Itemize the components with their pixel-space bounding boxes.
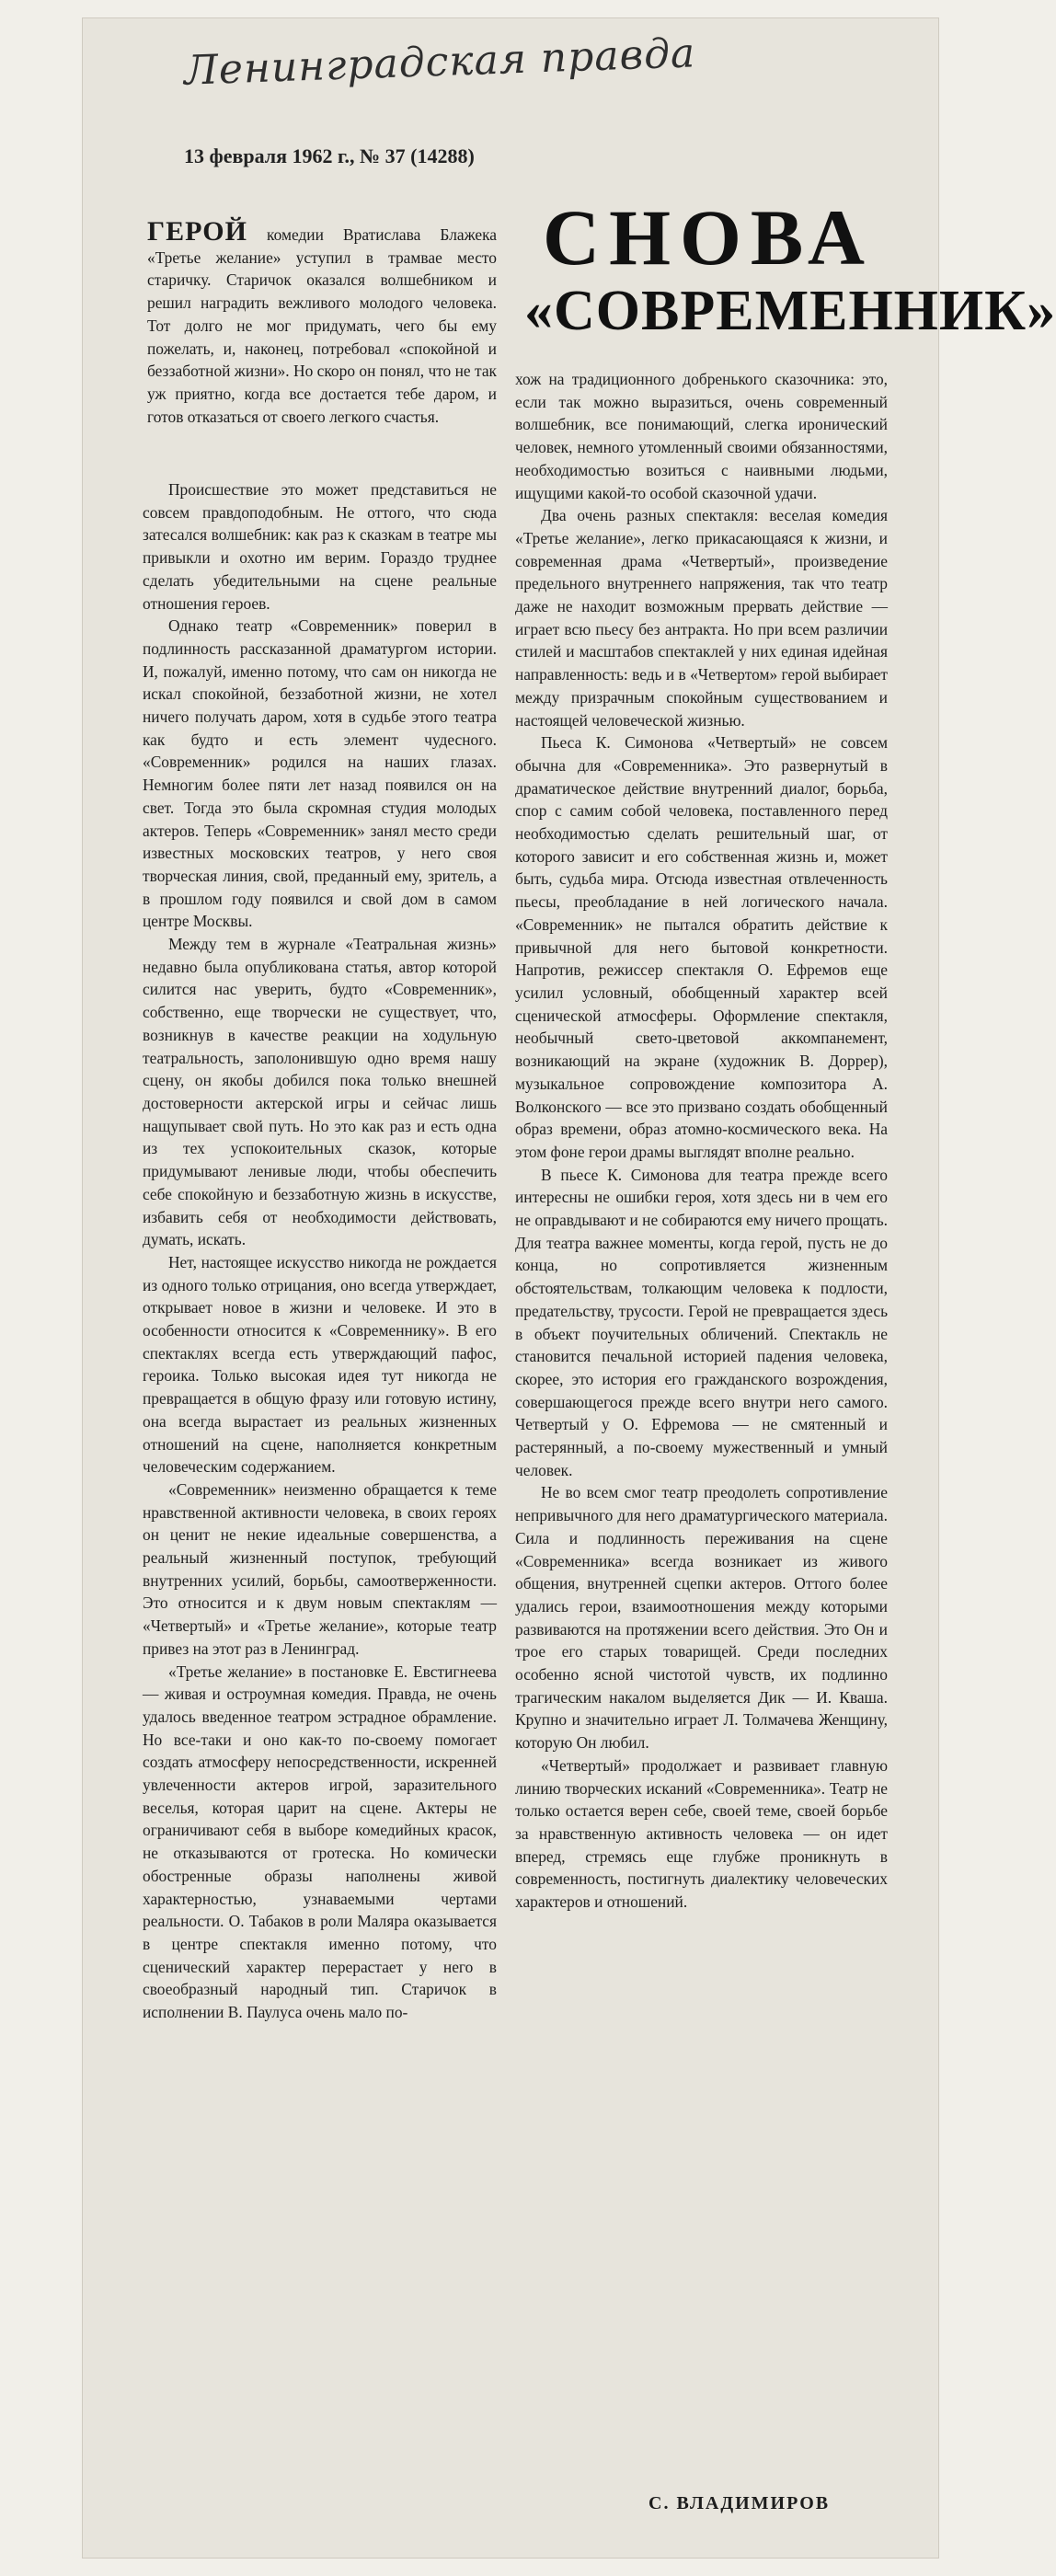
lead-initial-word: ГЕРОЙ: [147, 216, 247, 247]
paragraph: Однако театр «Современник» поверил в подлинность рассказанной драматургом истории. И, пожалуй, именно потому, что сам он никогда не искал спокойной, беззаботной жизни, не хотел ничего получать даром, хотя в судьбе этого театра как будто и есть элемент чудесного. «Современник» родился на наших глазах. Немногим более пяти лет назад появился он на свет. Тогда это была скромная студия молодых актеров. Теперь «Современник» занял место среди известных московских театров, у него своя творческая линия, свой, преданный ему, зритель, а в прошлом году появился и свой дом в самом центре Москвы.: [143, 616, 497, 931]
lead-text: комедии Вратислава Блажека «Третье желание» уступил в трамвае место старичку. Старичок оказался волшебником и решил наградить вежливого молодого человека. Тот долго не мог придумать, чего бы ему пожелать, и, наконец, потребовал «спокойной и беззаботной жизни». Но скоро он понял, что не так уж приятно, когда все достается тебе даром, и готов отказаться от своего легкого счастья.: [147, 225, 497, 426]
article-headline: [524, 193, 1056, 342]
headline-line-1: СНОВА: [543, 193, 874, 282]
paragraph: Нет, настоящее искусство никогда не рождается из одного только отрицания, оно всегда утверждает, открывает новое в жизни и человеке. И это в особенности относится к «Современнику». В его спектаклях всегда есть утверждающий пафос, героика. Только высокая идея тут никогда не превращается в общую фразу или готовую истину, она всегда вырастает из реальных жизненных отношений на сцене, наполняется конкретным человеческим содержанием.: [143, 1252, 497, 1477]
issue-dateline: 13 февраля 1962 г., № 37 (14288): [184, 144, 475, 167]
column-right: [515, 368, 888, 1914]
paragraph: «Современник» неизменно обращается к теме нравственной активности человека, в своих героях он ценит не некие идеальные совершенства, а реальный жизненный поступок, требующий внутренних усилий, борьбы, самоотверженности. Это относится и к двум новым спектаклям — «Четвертый» и «Третье желание», которые театр привез на этот раз в Ленинград.: [143, 1479, 497, 1658]
headline-line-2: «СОВРЕМЕННИК»: [524, 280, 1056, 342]
handwritten-source-note: Ленинградская правда: [183, 29, 697, 95]
paragraph: «Третье желание» в постановке Е. Евстигнеева — живая и остроумная комедия. Правда, не очень удалось введенное театром эстрадное обрамление. Но все-таки и оно как-то по-своему помогает создать атмосферу непосредственности, искренней увлеченности актеров игрой, заразительного веселья, которая царит на сцене. Актеры не ограничивают себя в выборе комедийных красок, не отказываются от гротеска. Но комически обостренные образы наполнены живой характерностью, узнаваемыми чертами реальности. О. Табаков в роли Маляра оказывается в центре спектакля именно потому, что сценический характер перерастает у него в своеобразный народный тип. Старичок в исполнении В. Паулуса очень мало по-: [143, 1662, 497, 2022]
column-left: [143, 478, 497, 2024]
author-signature: С. ВЛАДИМИРОВ: [649, 2493, 831, 2513]
paragraph: В пьесе К. Симонова для театра прежде всего интересны не ошибки героя, хотя здесь ни в чем его не оправдывают и не собираются ему ничего прощать. Для театра важнее моменты, когда герой, пусть не до конца, но сопротивляется жизненным обстоятельствам, толкающим человека к подлости, предательству, трусости. Герой не превращается здесь в объект поучительных обличений. Спектакль не становится печальной историей падения человека, скорее, это история его гражданского возрождения, совершающегося прежде всего внутри него самого. Четвертый у О. Ефремова — не смятенный и растерянный, а по-своему мужественный и умный человек.: [515, 1165, 888, 1479]
paragraph: Происшествие это может представиться не совсем правдоподобным. Не оттого, что сюда затесался волшебник: как раз к сказкам в театре мы привыкли и охотно им верим. Гораздо труднее сделать убедительными на сцене реальные отношения героев.: [143, 480, 497, 613]
paragraph: хож на традиционного добренького сказочника: это, если так можно выразиться, очень современный волшебник, все понимающий, слегка иронический человек, немного утомленный своими обязанностями, необходимостью возиться с наивными людьми, ищущими какой-то особой сказочной удачи.: [515, 370, 888, 502]
paragraph: Два очень разных спектакля: веселая комедия «Третье желание», легко прикасающаяся к жизни, и современная драма «Четвертый», произведение предельного внутреннего напряжения, так что театр даже не находит возможным прервать действие — играет всю пьесу без антракта. Но при всем различии стилей и масштабов спектаклей у них единая идейная направленность: ведь и в «Четвертом» герой выбирает между призрачным спокойным существованием и настоящей человеческой жизнью.: [515, 506, 888, 730]
paragraph: Не во всем смог театр преодолеть сопротивление непривычного для него драматургического материала. Сила и подлинность переживания на сцене «Современника» всегда возникает из живого общения, внутренней сцепки актеров. Оттого более удались герои, взаимоотношения между которыми развиваются на протяжении всего действия. Это Он и трое его старых товарищей. Среди последних особенно ясной чистотой чувств, их подлинно трагическим накалом выделяется Дик — И. Кваша. Крупно и значительно играет Л. Толмачева Женщину, которую Он любил.: [515, 1483, 888, 1753]
lead-paragraph: [147, 216, 497, 428]
paragraph: Между тем в журнале «Театральная жизнь» недавно была опубликована статья, автор которой силится нас уверить, будто «Современник», собственно, еще творчески не существует, что, возникнув в качестве реакции на ходульную театральность, заполонившую одно время нашу сцену, он якобы добился пока только внешней достоверности актерской игры и сейчас лишь нащупывает свой путь. Но это как раз и есть одна из тех успокоительных сказок, которые придумывают ленивые люди, чтобы обеспечить себе спокойную и беззаботную жизнь в искусстве, избавить себя от необходимости действовать, думать, искать.: [143, 935, 497, 1249]
paragraph: Пьеса К. Симонова «Четвертый» не совсем обычна для «Современника». Это развернутый в драматическое действие внутренний диалог, борьба, спор с самим собой человека, поставленного перед необходимостью сделать решительный шаг, от которого зависит и его собственная жизнь и, может быть, судьба мира. Отсюда известная отвлеченность пьесы, преобладание в ней логического начала. «Современник» не пытался обратить действие к привычной для него бытовой конкретности. Напротив, режиссер спектакля О. Ефремов еще усилил условный, обобщенный характер всей сценической атмосферы. Оформление спектакля, необычный свето-цветовой аккомпанемент, возникающий на экране (художник В. Доррер), музыкальное сопровождение композитора А. Волконского — все это призвано создать обобщенный образ времени, образ атомно-космического века. На этом фоне герои драмы выглядят вполне реально.: [515, 733, 888, 1161]
paragraph: «Четвертый» продолжает и развивает главную линию творческих исканий «Современника». Театр не только остается верен себе, своей теме, своей борьбе за нравственную активность человека — он идет вперед, стремясь еще глубже проникнуть в современность, постигнуть диалектику человеческих характеров и отношений.: [515, 1755, 888, 1912]
